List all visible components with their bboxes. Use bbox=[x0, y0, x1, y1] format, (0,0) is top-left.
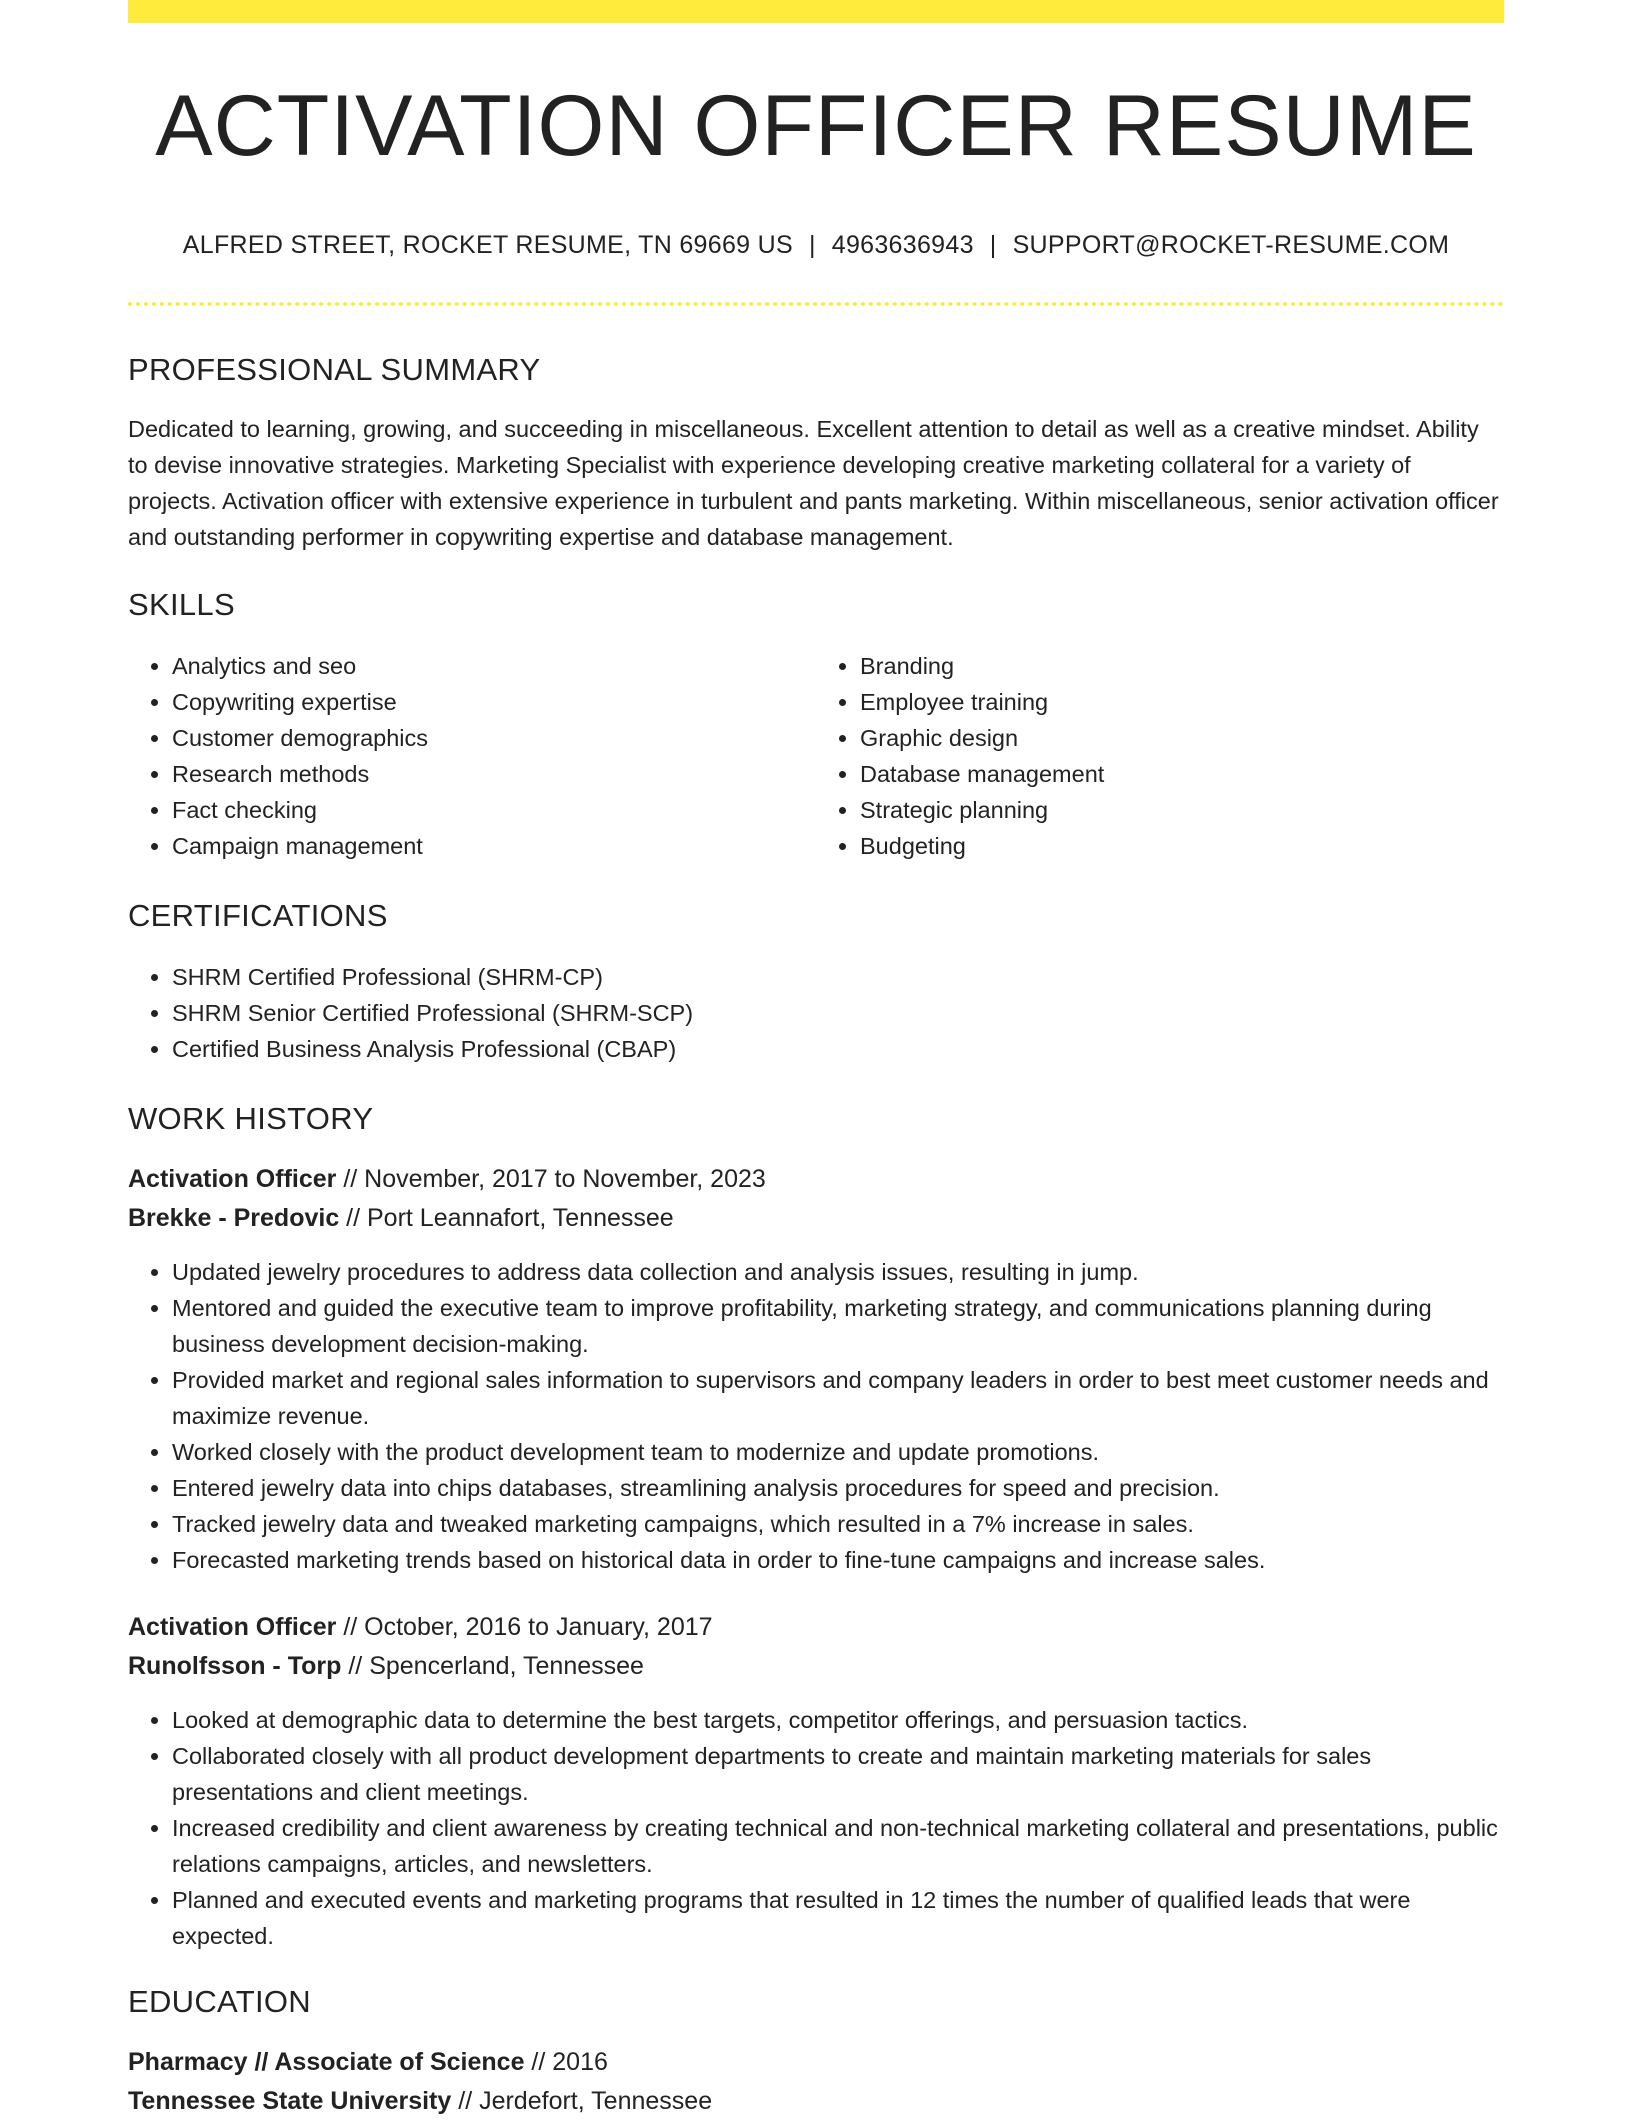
skills-columns bbox=[128, 648, 1504, 864]
education-degree: Pharmacy // Associate of Science bbox=[128, 2048, 525, 2076]
job-bullet: • Forecasted marketing trends based on historical data in order to fine-tune campaigns and increase sales. bbox=[172, 1542, 1504, 1578]
contact-separator: | bbox=[989, 231, 997, 259]
job-location: // Port Leannafort, Tennessee bbox=[339, 1204, 674, 1232]
skill-item: • Customer demographics bbox=[172, 720, 816, 756]
certifications-heading: CERTIFICATIONS bbox=[128, 898, 388, 933]
education-location: // Jerdefort, Tennessee bbox=[451, 2087, 713, 2115]
skills-heading: SKILLS bbox=[128, 587, 235, 622]
skills-list-left bbox=[128, 648, 816, 864]
job-title: Activation Officer bbox=[128, 1613, 337, 1641]
job-company: Runolfsson - Torp bbox=[128, 1652, 342, 1680]
contact-email[interactable]: SUPPORT@ROCKET-RESUME.COM bbox=[1012, 231, 1450, 259]
skill-item: • Research methods bbox=[172, 756, 816, 792]
contact-phone: 4963636943 bbox=[831, 231, 974, 259]
certification-item: • SHRM Certified Professional (SHRM-CP) bbox=[172, 959, 1504, 995]
job-bullets bbox=[128, 1254, 1504, 1578]
certification-item: • SHRM Senior Certified Professional (SHRM-SCP) bbox=[172, 995, 1504, 1031]
job-bullet: • Entered jewelry data into chips databases, streamlining analysis procedures for speed and precision. bbox=[172, 1470, 1504, 1506]
skills-list-right bbox=[816, 648, 1504, 864]
contact-separator: | bbox=[808, 231, 816, 259]
certification-item: • Certified Business Analysis Professional (CBAP) bbox=[172, 1031, 1504, 1067]
job-bullet: • Increased credibility and client awareness by creating technical and non-technical marketing collateral and presentations, public relations campaigns, articles, and newsletters. bbox=[172, 1810, 1504, 1882]
job-entry bbox=[128, 1608, 1504, 1954]
job-bullet: • Collaborated closely with all product development departments to create and maintain marketing materials for sales presentations and client meetings. bbox=[172, 1738, 1504, 1810]
education-heading: EDUCATION bbox=[128, 1984, 311, 2019]
education-entry bbox=[128, 2043, 1504, 2121]
job-title: Activation Officer bbox=[128, 1165, 337, 1193]
job-bullet: • Provided market and regional sales information to supervisors and company leaders in order to best meet customer needs and maximize revenue. bbox=[172, 1362, 1504, 1434]
contact-address: ALFRED STREET, ROCKET RESUME, TN 69669 US bbox=[182, 231, 793, 259]
skill-item: • Campaign management bbox=[172, 828, 816, 864]
education-year: // 2016 bbox=[524, 2048, 608, 2076]
job-company-line bbox=[128, 1647, 1504, 1686]
job-dates: // October, 2016 to January, 2017 bbox=[336, 1613, 713, 1641]
job-company: Brekke - Predovic bbox=[128, 1204, 340, 1232]
skill-item: • Graphic design bbox=[860, 720, 1504, 756]
job-bullet: • Mentored and guided the executive team to improve profitability, marketing strategy, and communications planning during business development decision-making. bbox=[172, 1290, 1504, 1362]
job-bullet: • Tracked jewelry data and tweaked marketing campaigns, which resulted in a 7% increase in sales. bbox=[172, 1506, 1504, 1542]
skill-item: • Strategic planning bbox=[860, 792, 1504, 828]
skill-item: • Branding bbox=[860, 648, 1504, 684]
skill-item: • Fact checking bbox=[172, 792, 816, 828]
skill-item: • Database management bbox=[860, 756, 1504, 792]
contact-line bbox=[128, 233, 1504, 258]
skill-item: • Budgeting bbox=[860, 828, 1504, 864]
skill-item: • Employee training bbox=[860, 684, 1504, 720]
education-school-line bbox=[128, 2082, 1504, 2121]
job-bullet: • Planned and executed events and marketing programs that resulted in 12 times the number of qualified leads that were expected. bbox=[172, 1882, 1504, 1954]
section-divider bbox=[128, 302, 1504, 306]
skill-item: • Copywriting expertise bbox=[172, 684, 816, 720]
job-location: // Spencerland, Tennessee bbox=[341, 1652, 644, 1680]
job-title-line bbox=[128, 1608, 1504, 1647]
summary-heading: PROFESSIONAL SUMMARY bbox=[128, 352, 541, 387]
job-title-line bbox=[128, 1160, 1504, 1199]
resume-page bbox=[128, 0, 1504, 2121]
top-accent-bar bbox=[128, 0, 1504, 23]
job-bullet: • Looked at demographic data to determine the best targets, competitor offerings, and persuasion tactics. bbox=[172, 1702, 1504, 1738]
certifications-list bbox=[128, 959, 1504, 1067]
education-school: Tennessee State University bbox=[128, 2087, 452, 2115]
job-entry bbox=[128, 1160, 1504, 1578]
education-degree-line bbox=[128, 2043, 1504, 2082]
job-dates: // November, 2017 to November, 2023 bbox=[336, 1165, 766, 1193]
job-bullet: • Updated jewelry procedures to address data collection and analysis issues, resulting in jump. bbox=[172, 1254, 1504, 1290]
skill-item: • Analytics and seo bbox=[172, 648, 816, 684]
job-bullet: • Worked closely with the product development team to modernize and update promotions. bbox=[172, 1434, 1504, 1470]
page-title: ACTIVATION OFFICER RESUME bbox=[155, 78, 1477, 174]
job-bullets bbox=[128, 1702, 1504, 1954]
job-company-line bbox=[128, 1199, 1504, 1238]
summary-text: Dedicated to learning, growing, and succeeding in miscellaneous. Excellent attention to detail as well as a creative mindset. Ability to devise innovative strategies. Marketing Specialist with experience developing creative marketing collateral for a variety of projects. Activation officer with extensive experience in turbulent and pants marketing. Within miscellaneous, senior activation officer and outstanding performer in copywriting expertise and database management. bbox=[128, 416, 1499, 550]
work-history-heading: WORK HISTORY bbox=[128, 1101, 374, 1136]
